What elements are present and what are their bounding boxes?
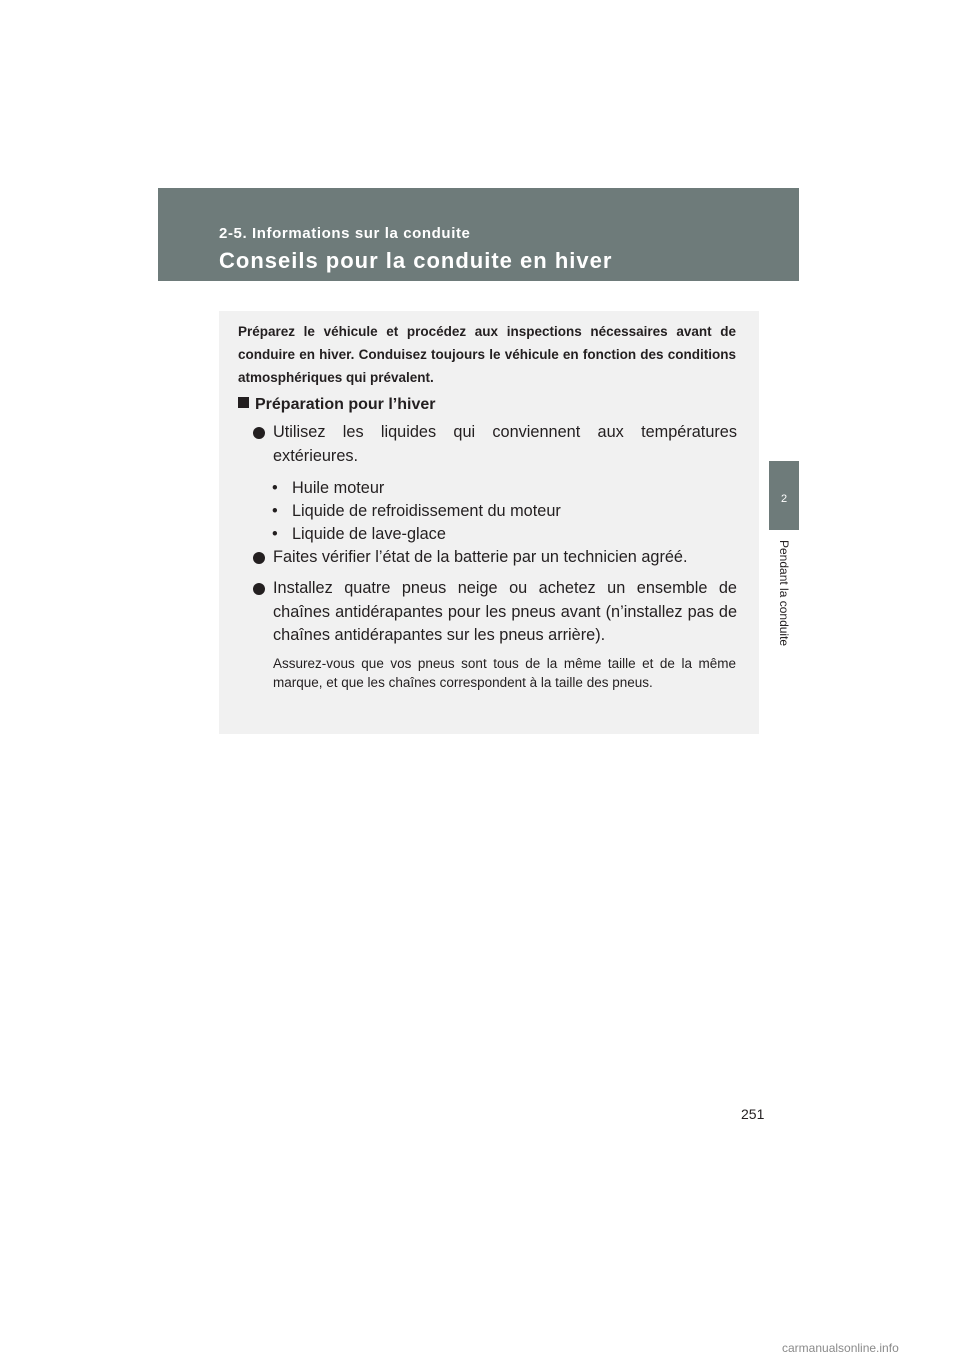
fluid-list-item (272, 500, 561, 523)
dot-bullet-icon: • (272, 525, 278, 543)
list-item-text: Faites vérifier l’état de la batterie par un technicien agréé. (273, 548, 688, 566)
page-number: 251 (741, 1106, 765, 1122)
chapter-title: Pendant la conduite (777, 540, 791, 647)
chapter-number: 2 (780, 493, 788, 505)
section-header (158, 188, 799, 281)
content-box (219, 311, 759, 734)
round-bullet-icon (253, 427, 265, 439)
fluid-list-item (272, 477, 561, 500)
watermark-text: carmanualsonline.info (782, 1341, 899, 1355)
square-bullet-icon (238, 397, 249, 408)
fluid-list-text: Liquide de refroidissement du moteur (292, 502, 561, 520)
dot-bullet-icon: • (272, 479, 278, 497)
list-item (253, 577, 737, 648)
list-item (253, 546, 737, 570)
fluid-list-text: Liquide de lave-glace (292, 525, 446, 543)
fluid-list-text: Huile moteur (292, 479, 385, 497)
subsection-heading-text: Préparation pour l’hiver (255, 396, 436, 413)
intro-paragraph: Préparez le véhicule et procédez aux inspections nécessaires avant de conduire en hiver. Conduisez toujours le véhicule en fonction des conditions atmosphériques qui prévalent. (238, 324, 736, 385)
page-title: Conseils pour la conduite en hiver (219, 248, 613, 273)
chapter-tab (769, 461, 799, 530)
dot-bullet-icon: • (272, 502, 278, 520)
note-text: Assurez-vous que vos pneus sont tous de la même taille et de la même marque, et que les chaînes correspondent à la taille des pneus. (273, 656, 736, 690)
round-bullet-icon (253, 552, 265, 564)
list-item-text: Installez quatre pneus neige ou achetez un ensemble de chaînes antidérapantes pour les pneus avant (n’installez pas de chaînes antidérapantes sur les pneus arrière). (273, 579, 737, 644)
subsection-heading (238, 396, 435, 414)
fluid-list-item (272, 523, 561, 546)
list-item (253, 421, 737, 468)
section-label: 2-5. Informations sur la conduite (219, 225, 471, 242)
list-item-text: Utilisez les liquides qui conviennent aux températures extérieures. (273, 423, 737, 465)
round-bullet-icon (253, 583, 265, 595)
fluid-list (272, 477, 561, 546)
